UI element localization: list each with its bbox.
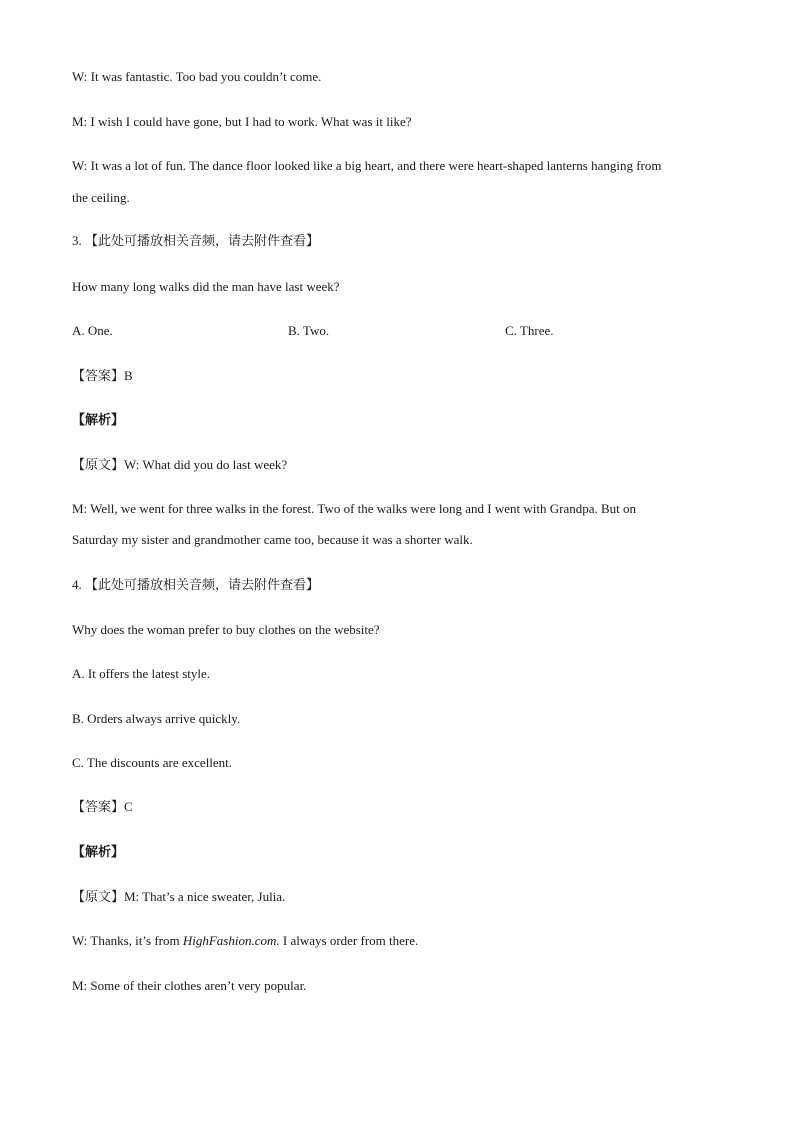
question-4-answer: 【答案】C	[72, 799, 133, 814]
dialogue-line: M: Some of their clothes aren’t very popular.	[72, 978, 307, 993]
question-4-analysis-label: 【解析】	[72, 844, 125, 859]
question-3-answer: 【答案】B	[72, 368, 133, 383]
dialogue-line	[72, 933, 722, 949]
question-3-option-a: A. One.	[72, 323, 113, 338]
dialogue-text: W: Thanks, it’s from	[72, 933, 183, 948]
question-3-text: How many long walks did the man have last week?	[72, 279, 340, 294]
question-3-header: 3. 【此处可播放相关音频，请去附件查看】	[72, 233, 320, 248]
dialogue-line: M: Well, we went for three walks in the forest. Two of the walks were long and I went with Grandpa. But on	[72, 501, 637, 516]
dialogue-line-continued: the ceiling.	[72, 190, 130, 205]
question-4-text: Why does the woman prefer to buy clothes on the website?	[72, 622, 380, 637]
question-3-option-c: C. Three.	[505, 323, 554, 338]
website-name: HighFashion.com.	[182, 933, 280, 948]
question-4-option-a: A. It offers the latest style.	[72, 666, 211, 681]
dialogue-line: W: It was a lot of fun. The dance floor looked like a big heart, and there were heart-shaped lanterns hanging from	[72, 158, 662, 173]
question-3-original-text: 【原文】W: What did you do last week?	[72, 457, 288, 472]
question-4-header: 4. 【此处可播放相关音频，请去附件查看】	[72, 577, 320, 592]
question-4-option-b: B. Orders always arrive quickly.	[72, 711, 241, 726]
question-4-original-text: 【原文】M: That’s a nice sweater, Julia.	[72, 889, 286, 904]
dialogue-text: I always order from there.	[279, 933, 419, 948]
question-3-analysis-label: 【解析】	[72, 412, 125, 427]
dialogue-line: M: I wish I could have gone, but I had to work. What was it like?	[72, 114, 412, 129]
question-3-option-b: B. Two.	[288, 323, 330, 338]
dialogue-line: W: It was fantastic. Too bad you couldn’t come.	[72, 69, 322, 84]
question-4-option-c: C. The discounts are excellent.	[72, 755, 233, 770]
dialogue-line-continued: Saturday my sister and grandmother came too, because it was a shorter walk.	[72, 532, 473, 547]
